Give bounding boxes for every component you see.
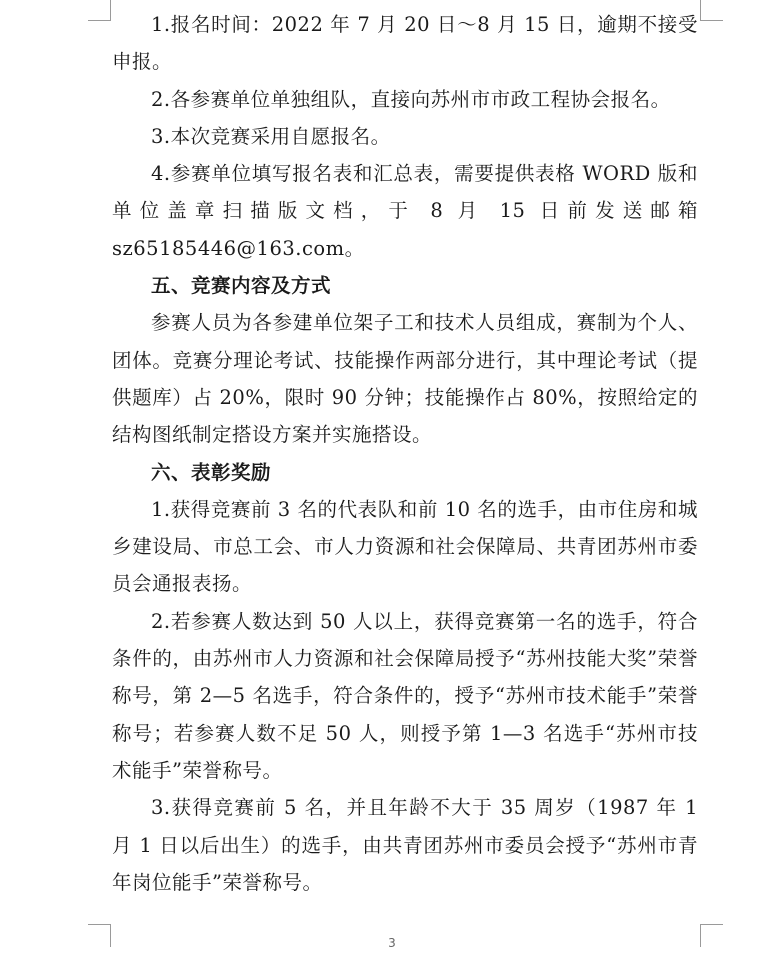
section-5-heading: 五、竞赛内容及方式 [151, 274, 332, 298]
award-item-1: 1.获得竞赛前 3 名的代表队和前 10 名的选手，由市住房和城乡建设局、市总工会、市人力资源和社会保障局、共青团苏州市委员会通报表扬。 [112, 497, 698, 596]
document-body [112, 6, 698, 901]
page-corner-mark-top-right [700, 0, 723, 21]
registration-item-4: 4.参赛单位填写报名表和汇总表，需要提供表格 WORD 版和单位盖章扫描版文档，于 8 月 15 日前发送邮箱 sz65185446@163.com。 [112, 162, 698, 260]
award-item-3: 3.获得竞赛前 5 名，并且年龄不大于 35 周岁（1987 年 1 月 1 日以后出生）的选手，由共青团苏州市委员会授予“苏州市青年岗位能手”荣誉称号。 [112, 796, 698, 894]
page-number: 3 [388, 936, 396, 950]
section-6-heading: 六、表彰奖励 [151, 460, 272, 484]
page-corner-mark-top-left [88, 0, 111, 21]
registration-item-1: 1.报名时间：2022 年 7 月 20 日～8 月 15 日，逾期不接受申报。 [112, 13, 698, 74]
registration-item-2: 2.各参赛单位单独组队，直接向苏州市市政工程协会报名。 [151, 87, 671, 111]
section-5-body: 参赛人员为各参建单位架子工和技术人员组成，赛制为个人、团体。竞赛分理论考试、技能操作两部分进行，其中理论考试（提供题库）占 20%，限时 90 分钟；技能操作占 80%，按照给定的结构图纸制定搭设方案并实施搭设。 [112, 311, 698, 447]
registration-item-3: 3.本次竞赛采用自愿报名。 [151, 124, 391, 148]
award-item-2: 2.若参赛人数达到 50 人以上，获得竞赛第一名的选手，符合条件的，由苏州市人力资源和社会保障局授予“苏州技能大奖”荣誉称号，第 2—5 名选手，符合条件的，授予“苏州市技术能手”荣誉称号；若参赛人数不足 50 人，则授予第 1—3 名选手“苏州市技术能手”荣誉称号。 [112, 609, 698, 782]
